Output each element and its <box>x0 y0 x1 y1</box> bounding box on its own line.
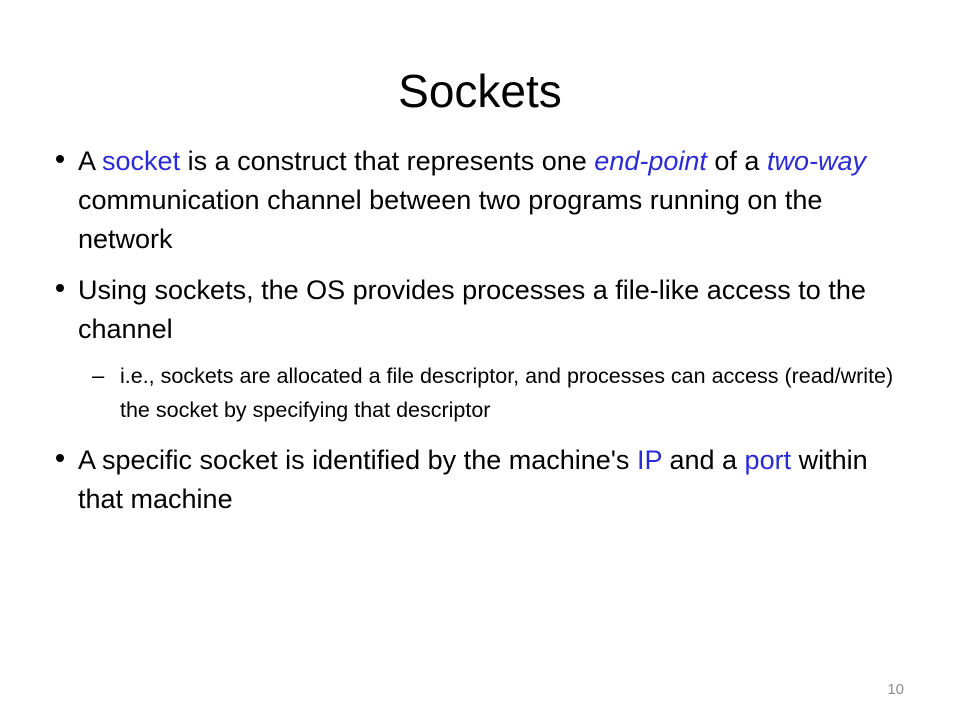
text-segment: Using sockets, the OS provides processes a file-like access to the channel <box>78 275 866 344</box>
page-number: 10 <box>887 681 904 698</box>
bullet-text <box>78 271 920 349</box>
highlighted-term: socket <box>102 146 181 176</box>
dash-icon: – <box>92 363 105 388</box>
bullet-text <box>78 142 920 259</box>
highlighted-term: two-way <box>766 146 866 176</box>
sub-bullet-item <box>48 359 920 427</box>
highlighted-term: IP <box>636 445 662 475</box>
sub-bullet-text: i.e., sockets are allocated a file descriptor, and processes can access (read/write) the socket by specifying that descriptor <box>120 364 894 422</box>
slide-content <box>48 142 920 531</box>
bullet-dot-icon <box>56 155 64 163</box>
bullet-item <box>48 271 920 349</box>
bullet-dot-icon <box>56 284 64 292</box>
bullet-dot-icon <box>56 454 64 462</box>
text-segment: of a <box>706 146 767 176</box>
text-segment: A specific socket is identified by the machine's <box>78 445 637 475</box>
text-segment: within that machine <box>78 445 868 514</box>
slide-title: Sockets <box>398 65 562 117</box>
text-segment: is a construct that represents one <box>180 146 595 176</box>
bullet-item <box>48 142 920 259</box>
highlighted-term: end-point <box>594 146 707 176</box>
bullet-item <box>48 441 920 519</box>
bullet-text <box>78 441 920 519</box>
text-segment: and a <box>661 445 745 475</box>
highlighted-term: port <box>744 445 792 475</box>
text-segment: A <box>78 146 103 176</box>
text-segment: communication channel between two programs running on the network <box>78 185 823 254</box>
